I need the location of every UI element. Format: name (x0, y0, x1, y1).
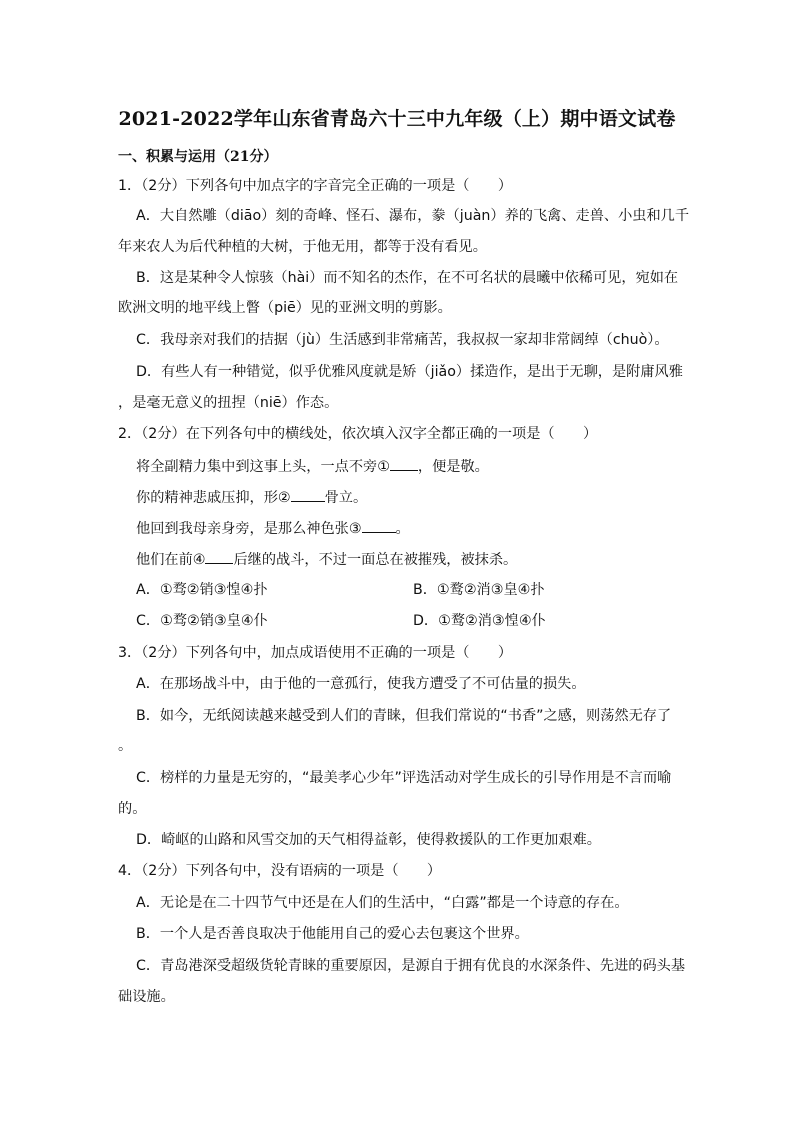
q2-option-d: D．①鹜②消③惶④仆 (413, 613, 546, 629)
blank-1 (390, 456, 418, 471)
q2-option-b: B．①鹜②消③皇④扑 (413, 582, 545, 598)
q2-sentence-3-part2: 。 (395, 521, 410, 537)
q1-option-a-line1: A．大自然雕（diāo）刻的奇峰、怪石、瀑布，豢（juàn）养的飞禽、走兽、小虫和几千 (136, 208, 690, 224)
q2-option-a: A．①骛②销③惶④扑 (136, 582, 268, 598)
q3-option-c-line2: 的。 (118, 801, 147, 817)
q3-option-d: D．崎岖的山路和风雪交加的天气相得益彰，使得救援队的工作更加艰难。 (136, 832, 601, 848)
q1-option-c: C．我母亲对我们的拮据（jù）生活感到非常痛苦，我叔叔一家却非常阔绰（chuò）。 (136, 332, 669, 348)
q3-option-a: A．在那场战斗中，由于他的一意孤行，使我方遭受了不可估量的损失。 (136, 676, 586, 692)
q2-sentence-1-part1: 将全副精力集中到这事上头，一点不旁① (136, 459, 390, 475)
q4-option-c-line1: C．青岛港深受超级货轮青睐的重要原因，是源自于拥有优良的水深条件、先进的码头基 (136, 958, 686, 974)
q2-sentence-2 (136, 487, 367, 508)
q1-option-a-line2: 年来农人为后代种植的大树，于他无用，都等于没有看见。 (118, 239, 487, 255)
q1-option-b-line2: 欧洲文明的地平线上瞥（piē）见的亚洲文明的剪影。 (118, 300, 452, 316)
q3-option-c-line1: C．榜样的力量是无穷的，“最美孝心少年”评选活动对学生成长的引导作用是不言而喻 (136, 770, 672, 786)
q2-sentence-4 (136, 549, 517, 570)
q2-sentence-1 (136, 456, 489, 477)
q1-option-d-line1: D．有些人有一种错觉，似乎优雅风度就是矫（jiǎo）揉造作，是出于无聊，是附庸风雅 (136, 364, 683, 380)
q1-stem: 1．（2分）下列各句中加点字的字音完全正确的一项是（ ） (118, 178, 513, 194)
q2-stem: 2．（2分）在下列各句中的横线处，依次填入汉字全都正确的一项是（ ） (118, 426, 598, 442)
q2-sentence-2-part1: 你的精神悲戚压抑，形② (136, 490, 291, 506)
q4-stem: 4．（2分）下列各句中，没有语病的一项是（ ） (118, 863, 442, 879)
blank-3 (362, 518, 396, 533)
q1-option-b-line1: B．这是某种令人惊骇（hài）而不知名的杰作，在不可名状的晨曦中依稀可见，宛如在 (136, 270, 679, 286)
q2-option-c: C．①骛②销③皇④仆 (136, 613, 268, 629)
q3-option-b-line2: 。 (118, 738, 133, 754)
q3-option-b-line1: B．如今，无纸阅读越来越受到人们的青睐，但我们常说的“书香”之感，则荡然无存了 (136, 708, 672, 724)
q1-option-d-line2: ，是毫无意义的扭捏（niē）作态。 (118, 395, 339, 411)
exam-title: 2021-2022学年山东省青岛六十三中九年级（上）期中语文试卷 (118, 108, 676, 130)
q2-sentence-4-part2: 后继的战斗，不过一面总在被摧残，被抹杀。 (233, 552, 518, 568)
q2-sentence-3 (136, 518, 410, 539)
q3-stem: 3．（2分）下列各句中，加点成语使用不正确的一项是（ ） (118, 645, 513, 661)
q2-sentence-4-part1: 他们在前④ (136, 552, 206, 568)
q2-sentence-2-part2: 骨立。 (324, 490, 368, 506)
q4-option-c-line2: 础设施。 (118, 989, 175, 1005)
section-heading: 一、积累与运用（21分） (118, 149, 278, 165)
q2-sentence-1-part2: ，便是敬。 (417, 459, 489, 475)
blank-2 (291, 487, 325, 502)
blank-4 (205, 549, 233, 564)
q2-sentence-3-part1: 他回到我母亲身旁，是那么神色张③ (136, 521, 362, 537)
q4-option-a: A．无论是在二十四节气中还是在人们的生活中，“白露”都是一个诗意的存在。 (136, 895, 629, 911)
q4-option-b: B．一个人是否善良取决于他能用自己的爱心去包裹这个世界。 (136, 926, 529, 942)
